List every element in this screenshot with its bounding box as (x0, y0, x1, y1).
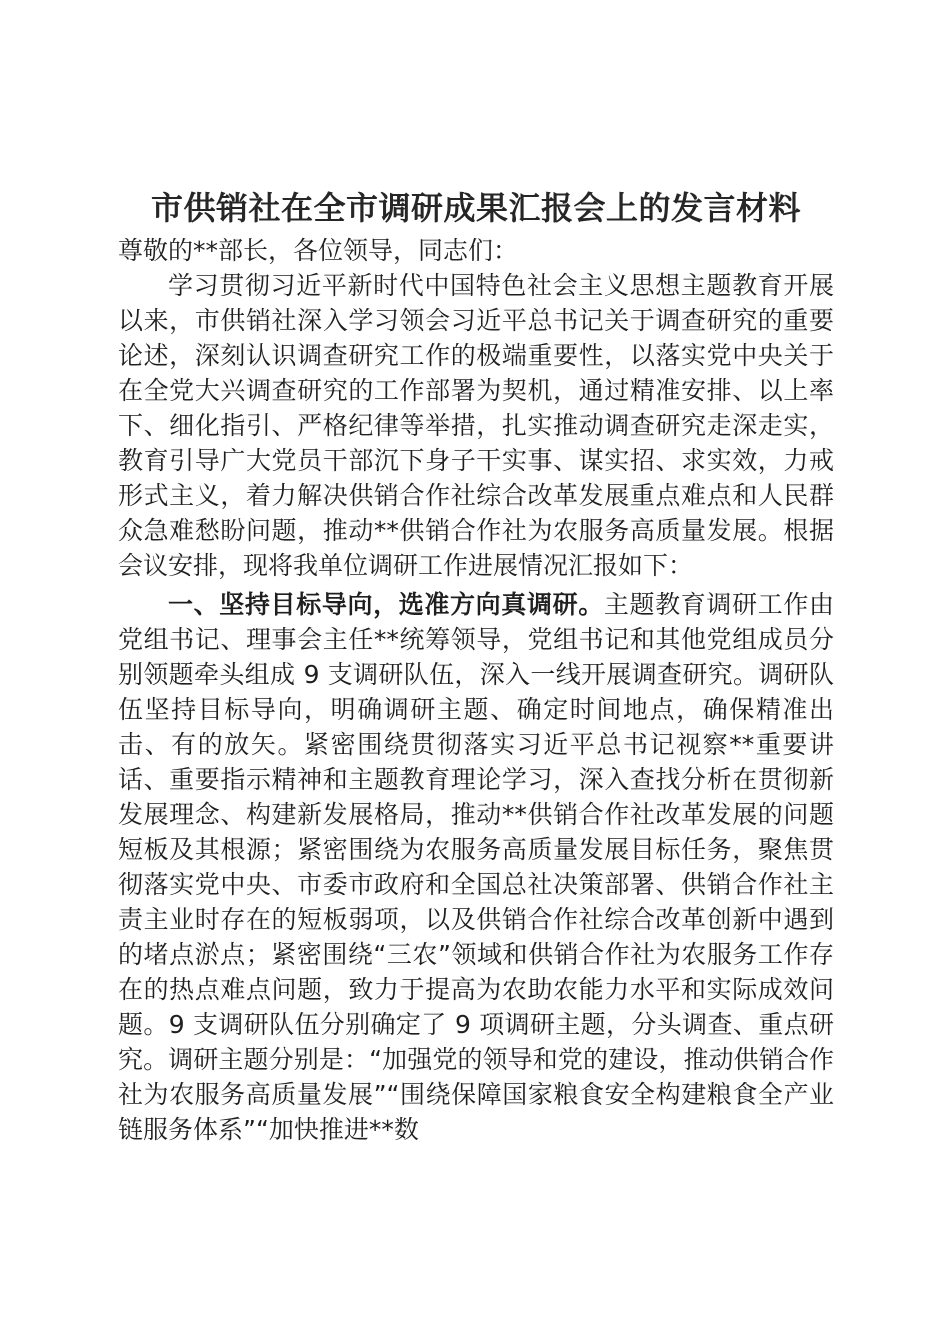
section-1-paragraph (118, 587, 834, 1147)
document-page (118, 185, 834, 1147)
salutation: 尊敬的**部长，各位领导，同志们： (118, 236, 519, 265)
document-title: 市供销社在全市调研成果汇报会上的发言材料 (150, 189, 801, 227)
intro-paragraph: 学习贯彻习近平新时代中国特色社会主义思想主题教育开展以来，市供销社深入学习领会习近平总书记关于调查研究的重要论述，深刻认识调查研究工作的极端重要性，以落实党中央关于在全党大兴调查研究的工作部署为契机，通过精准安排、以上率下、细化指引、严格纪律等举措，扎实推动调查研究走深走实，教育引导广大党员干部沉下身子干实事、谋实招、求实效，力戒形式主义，着力解决供销合作社综合改革发展重点难点和人民群众急难愁盼问题，推动**供销合作社为农服务高质量发展。根据会议安排，现将我单位调研工作进展情况汇报如下： (118, 271, 834, 580)
section-1-body: 主题教育调研工作由党组书记、理事会主任**统筹领导，党组书记和其他党组成员分别领题牵头组成 9 支调研队伍，深入一线开展调查研究。调研队伍坚持目标导向，明确调研主题、确定时间地点，确保精准出击、有的放矢。紧密围绕贯彻落实习近平总书记视察**重要讲话、重要指示精神和主题教育理论学习，深入查找分析在贯彻新发展理念、构建新发展格局，推动**供销合作社改革发展的问题短板及其根源；紧密围绕为农服务高质量发展目标任务，聚焦贯彻落实党中央、市委市政府和全国总社决策部署、供销合作社主责主业时存在的短板弱项，以及供销合作社综合改革创新中遇到的堵点淤点；紧密围绕“三农”领域和供销合作社为农服务工作存在的热点难点问题，致力于提高为农助农能力水平和实际成效问题。9 支调研队伍分别确定了 9 项调研主题，分头调查、重点研究。调研主题分别是：“加强党的领导和党的建设，推动供销合作社为农服务高质量发展”“围绕保障国家粮食安全构建粮食全产业链服务体系”“加快推进**数 (118, 590, 834, 1144)
section-1-heading: 一、坚持目标导向，选准方向真调研。 (168, 590, 604, 619)
